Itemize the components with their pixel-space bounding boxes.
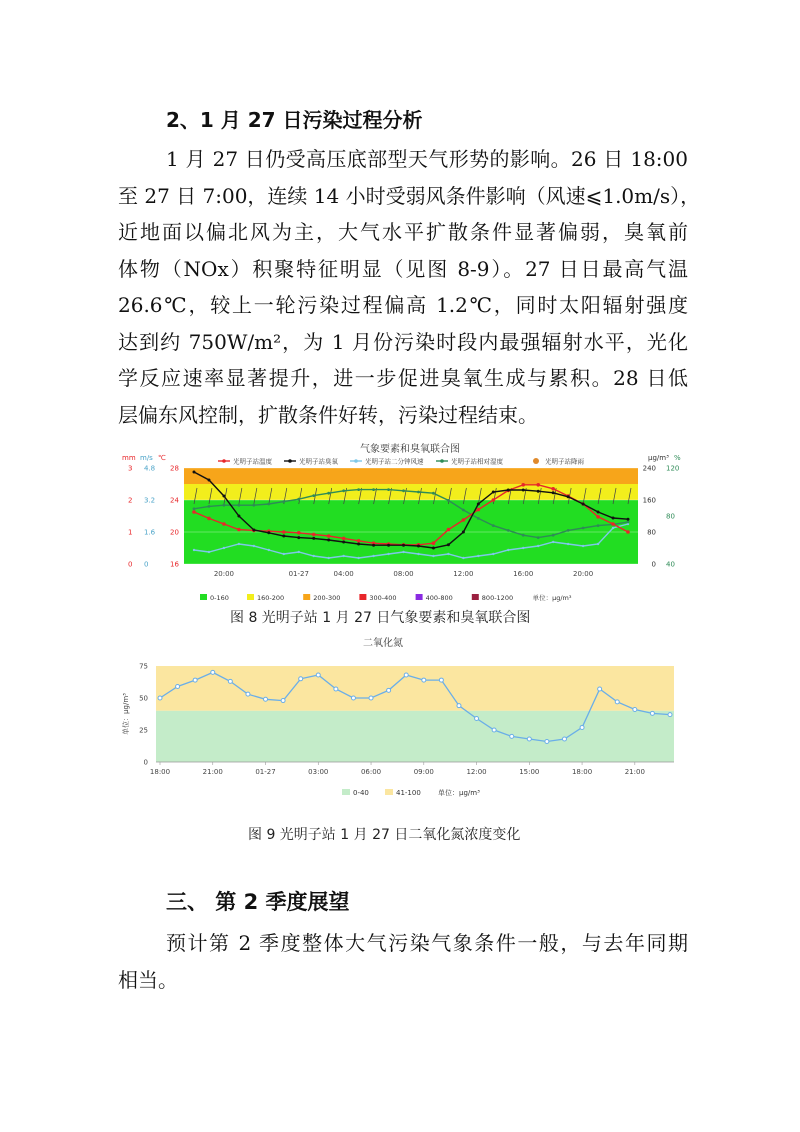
no2-point — [369, 696, 373, 700]
tick-label: 01-27 — [255, 768, 276, 776]
no2-point — [316, 673, 320, 677]
wind-point — [597, 543, 599, 545]
tick-label: 25 — [139, 726, 148, 735]
band-legend-label: 单位：μg/m³ — [532, 594, 572, 602]
temperature-point — [237, 528, 241, 532]
humidity-point — [208, 505, 211, 508]
axis-unit: mm — [122, 454, 136, 462]
wind-point — [298, 551, 300, 553]
tick-label: 240 — [642, 464, 656, 473]
temperature-point — [551, 487, 555, 491]
ozone-point — [462, 531, 465, 534]
tick-label: 0 — [651, 560, 656, 569]
wind-point — [268, 549, 270, 551]
tick-label: 21:00 — [624, 768, 645, 776]
tick-label: 75 — [139, 662, 148, 671]
paragraph-line: 至 27 日 7:00，连续 14 小时受弱风条件影响（风速⩽1.0m/s）， — [118, 183, 701, 208]
no2-point — [510, 734, 514, 738]
wind-point — [372, 555, 374, 557]
band-legend-label: 300-400 — [369, 594, 397, 602]
ozone-point — [567, 495, 570, 498]
tick-label: 04:00 — [333, 570, 354, 578]
paragraph-line: 学反应速率显著提升，进一步促进臭氧生成与累积。28 日低 — [118, 366, 688, 390]
wind-point — [447, 553, 449, 555]
figure-caption: 图 8 光明子站 1 月 27 日气象要素和臭氧联合图 — [230, 610, 531, 626]
no2-point — [387, 688, 391, 692]
no2-point — [527, 737, 531, 741]
wind-point — [612, 527, 614, 529]
wind-point — [238, 543, 240, 545]
legend-marker — [440, 459, 444, 463]
humidity-point — [522, 534, 525, 537]
wind-point — [537, 545, 539, 547]
no2-point — [299, 677, 303, 681]
temperature-point — [342, 537, 346, 541]
band-legend-swatch — [385, 789, 393, 795]
axis-unit: μg/m³ — [648, 454, 669, 462]
wind-point — [208, 551, 210, 553]
humidity-point — [312, 494, 315, 497]
temperature-point — [521, 483, 525, 487]
humidity-point — [267, 503, 270, 506]
humidity-point — [477, 517, 480, 520]
temperature-point — [192, 510, 196, 514]
tick-label: 28 — [170, 464, 179, 473]
no2-point — [650, 711, 654, 715]
tick-label: 160 — [642, 496, 656, 505]
y-axis-label: 单位：μg/m³ — [122, 693, 130, 735]
humidity-point — [297, 498, 300, 501]
band-legend-label: 0-160 — [210, 594, 229, 602]
tick-label: 0 — [128, 560, 133, 569]
ozone-point — [357, 543, 360, 546]
temperature-point — [282, 530, 286, 534]
wind-point — [522, 547, 524, 549]
axis-unit: ℃ — [158, 454, 166, 462]
humidity-point — [597, 524, 600, 527]
ozone-point — [207, 479, 210, 482]
band-legend-label: 41-100 — [396, 789, 421, 797]
tick-label: 12:00 — [466, 768, 487, 776]
no2-point — [176, 684, 180, 688]
legend-marker — [222, 459, 226, 463]
no2-point — [545, 740, 549, 744]
temperature-point — [447, 528, 451, 532]
tick-label: 1.6 — [144, 528, 156, 537]
chart-title: 气象要素和臭氧联合图 — [360, 444, 460, 455]
ozone-point — [237, 515, 240, 518]
no2-point — [404, 673, 408, 677]
tick-label: 15:00 — [519, 768, 540, 776]
humidity-point — [342, 489, 345, 492]
no2-point — [228, 679, 232, 683]
aqi-band — [156, 666, 674, 711]
paragraph-line: 层偏东风控制，扩散条件好转，污染过程结束。 — [118, 402, 538, 427]
temperature-point — [536, 483, 540, 487]
humidity-point — [327, 492, 330, 495]
wind-point — [357, 557, 359, 559]
humidity-point — [193, 507, 196, 510]
humidity-point — [372, 488, 375, 491]
humidity-point — [282, 500, 285, 503]
humidity-point — [417, 491, 420, 494]
humidity-point — [582, 527, 585, 530]
no2-point — [615, 700, 619, 704]
humidity-point — [567, 529, 570, 532]
tick-label: 3 — [128, 464, 133, 473]
wind-point — [417, 553, 419, 555]
no2-point — [633, 708, 637, 712]
band-legend-swatch — [472, 594, 479, 600]
wind-point — [283, 553, 285, 555]
paragraph-line: 相当。 — [118, 967, 178, 992]
tick-label: 0 — [143, 758, 148, 767]
humidity-point — [537, 536, 540, 539]
no2-point — [246, 692, 250, 696]
tick-label: 1 — [128, 528, 133, 537]
no2-point — [211, 670, 215, 674]
humidity-point — [492, 524, 495, 527]
band-legend — [200, 590, 620, 604]
band-legend-swatch — [359, 594, 366, 600]
humidity-point — [447, 499, 450, 502]
wind-point — [567, 543, 569, 545]
ozone-point — [522, 489, 525, 492]
tick-label: 12:00 — [453, 570, 474, 578]
ozone-point — [612, 517, 615, 520]
temperature-point — [596, 515, 600, 519]
temperature-point — [297, 531, 301, 535]
wind-point — [253, 545, 255, 547]
tick-label: 16 — [170, 560, 179, 569]
temperature-point — [492, 498, 496, 502]
humidity-point — [387, 488, 390, 491]
temperature-point — [462, 518, 466, 522]
tick-label: 03:00 — [308, 768, 329, 776]
ozone-point — [537, 490, 540, 493]
legend-label: 光明子站臭氧 — [299, 457, 338, 466]
wind-point — [313, 555, 315, 557]
humidity-point — [432, 492, 435, 495]
no2-point — [334, 687, 338, 691]
ozone-point — [267, 531, 270, 534]
legend-label: 光明子站相对湿度 — [451, 457, 503, 466]
ozone-point — [193, 471, 196, 474]
no2-point — [492, 728, 496, 732]
ozone-point — [552, 491, 555, 494]
humidity-point — [357, 488, 360, 491]
ozone-point — [297, 536, 300, 539]
legend-marker — [533, 458, 539, 464]
ozone-point — [432, 547, 435, 550]
wind-point — [387, 553, 389, 555]
paragraph-line: 达到约 750W/m²，为 1 月份污染时段内最强辐射水平，光化 — [118, 329, 688, 354]
tick-label: 120 — [666, 464, 680, 473]
legend-marker — [288, 459, 292, 463]
band-legend-label: 单位：μg/m³ — [438, 789, 480, 797]
wind-point — [507, 549, 509, 551]
no2-point — [158, 696, 162, 700]
wind-point — [477, 555, 479, 557]
no2-point — [457, 704, 461, 708]
band-legend-swatch — [200, 594, 207, 600]
no2-point — [264, 697, 268, 701]
tick-label: 3.2 — [144, 496, 156, 505]
wind-point — [492, 553, 494, 555]
figure-caption: 图 9 光明子站 1 月 27 日二氧化氮浓度变化 — [248, 827, 521, 843]
ozone-point — [222, 495, 225, 498]
temperature-point — [327, 534, 331, 538]
tick-label: 2 — [128, 496, 133, 505]
ozone-point — [282, 535, 285, 538]
tick-label: 01-27 — [288, 570, 309, 578]
ozone-point — [447, 543, 450, 546]
band-legend-label: 400-800 — [425, 594, 453, 602]
paragraph-line: 体物（NOx）积聚特征明显（见图 8-9）。27 日日最高气温 — [118, 256, 688, 281]
wind-point — [582, 545, 584, 547]
ozone-point — [477, 503, 480, 506]
tick-label: 08:00 — [393, 570, 414, 578]
wind-point — [223, 547, 225, 549]
tick-label: 50 — [139, 694, 148, 703]
ozone-point — [597, 511, 600, 514]
wind-point — [342, 555, 344, 557]
temperature-point — [611, 522, 615, 526]
tick-label: 0 — [144, 560, 149, 569]
tick-label: 24 — [170, 496, 179, 505]
humidity-point — [223, 504, 226, 507]
wind-point — [402, 551, 404, 553]
wind-point — [462, 557, 464, 559]
ozone-point — [372, 544, 375, 547]
tick-label: 18:00 — [149, 768, 171, 776]
section-heading: 2、1 月 27 日污染过程分析 — [166, 108, 423, 132]
ozone-point — [342, 541, 345, 544]
ozone-point — [627, 518, 630, 521]
tick-label: 20:00 — [213, 570, 235, 578]
no2-point — [193, 678, 197, 682]
humidity-point — [237, 504, 240, 507]
tick-label: 40 — [666, 560, 675, 569]
temperature-point — [222, 522, 226, 526]
tick-label: 80 — [666, 512, 675, 521]
legend-label: 光明子站温度 — [233, 457, 272, 466]
legend-label: 光明子站降雨 — [545, 457, 584, 466]
legend-marker — [354, 459, 358, 463]
temperature-point — [477, 508, 481, 512]
paragraph-line: 预计第 2 季度整体大气污染气象条件一般，与去年同期 — [166, 931, 688, 955]
band-legend-swatch — [342, 789, 350, 795]
humidity-point — [402, 489, 405, 492]
wind-point — [193, 549, 195, 551]
wind-point — [552, 541, 554, 543]
axis-unit: % — [674, 454, 681, 462]
ozone-point — [327, 539, 330, 542]
tick-label: 20 — [170, 528, 179, 537]
ozone-point — [312, 537, 315, 540]
no2-point — [422, 678, 426, 682]
temperature-point — [626, 530, 630, 534]
outlook-paragraph — [118, 925, 688, 998]
wind-point — [327, 557, 329, 559]
temperature-point — [357, 539, 361, 543]
band-legend-label: 200-300 — [313, 594, 341, 602]
no2-point — [580, 725, 584, 729]
legend-label: 光明子站二分钟风速 — [365, 457, 424, 466]
paragraph-line: 1 月 27 日仍受高压底部型天气形势的影响。26 日 18:00 — [166, 147, 688, 171]
analysis-paragraph — [118, 141, 701, 433]
humidity-point — [627, 521, 630, 524]
meteorology-ozone-chart — [118, 440, 688, 600]
ozone-point — [507, 489, 510, 492]
band-legend-swatch — [247, 594, 254, 600]
no2-chart — [118, 632, 688, 802]
paragraph-line: 近地面以偏北风为主，大气水平扩散条件显著偏弱，臭氧前 — [118, 220, 688, 244]
temperature-point — [432, 541, 436, 545]
tick-label: 18:00 — [571, 768, 593, 776]
band-legend-swatch — [416, 594, 423, 600]
ozone-point — [492, 491, 495, 494]
band-legend-label: 160-200 — [257, 594, 285, 602]
no2-point — [598, 687, 602, 691]
band-legend-label: 0-40 — [353, 789, 369, 797]
humidity-point — [552, 534, 555, 537]
tick-label: 4.8 — [144, 464, 156, 473]
tick-label: 06:00 — [360, 768, 382, 776]
humidity-point — [462, 509, 465, 512]
tick-label: 09:00 — [413, 768, 434, 776]
tick-label: 80 — [647, 528, 656, 537]
humidity-point — [252, 504, 255, 507]
humidity-point — [507, 529, 510, 532]
chart-title: 二氧化氮 — [363, 638, 403, 649]
band-legend-label: 800-1200 — [481, 594, 514, 602]
band-legend-swatch — [303, 594, 310, 600]
paragraph-line: 26.6℃，较上一轮污染过程偏高 1.2℃，同时太阳辐射强度 — [118, 293, 688, 317]
aqi-band — [156, 711, 674, 762]
temperature-point — [207, 517, 211, 521]
ozone-point — [582, 503, 585, 506]
no2-point — [562, 737, 566, 741]
no2-point — [475, 716, 479, 720]
section-heading: 三、 第 2 季度展望 — [166, 890, 350, 914]
ozone-point — [417, 545, 420, 548]
wind-point — [432, 555, 434, 557]
ozone-point — [252, 529, 255, 532]
no2-point — [439, 678, 443, 682]
tick-label: 20:00 — [573, 570, 594, 578]
tick-label: 16:00 — [513, 570, 534, 578]
aqi-band — [184, 468, 638, 484]
no2-point — [351, 696, 355, 700]
axis-unit: m/s — [140, 454, 153, 462]
temperature-point — [312, 533, 316, 537]
no2-point — [668, 713, 672, 717]
ozone-point — [387, 544, 390, 547]
no2-point — [281, 699, 285, 703]
tick-label: 21:00 — [202, 768, 223, 776]
ozone-point — [402, 544, 405, 547]
